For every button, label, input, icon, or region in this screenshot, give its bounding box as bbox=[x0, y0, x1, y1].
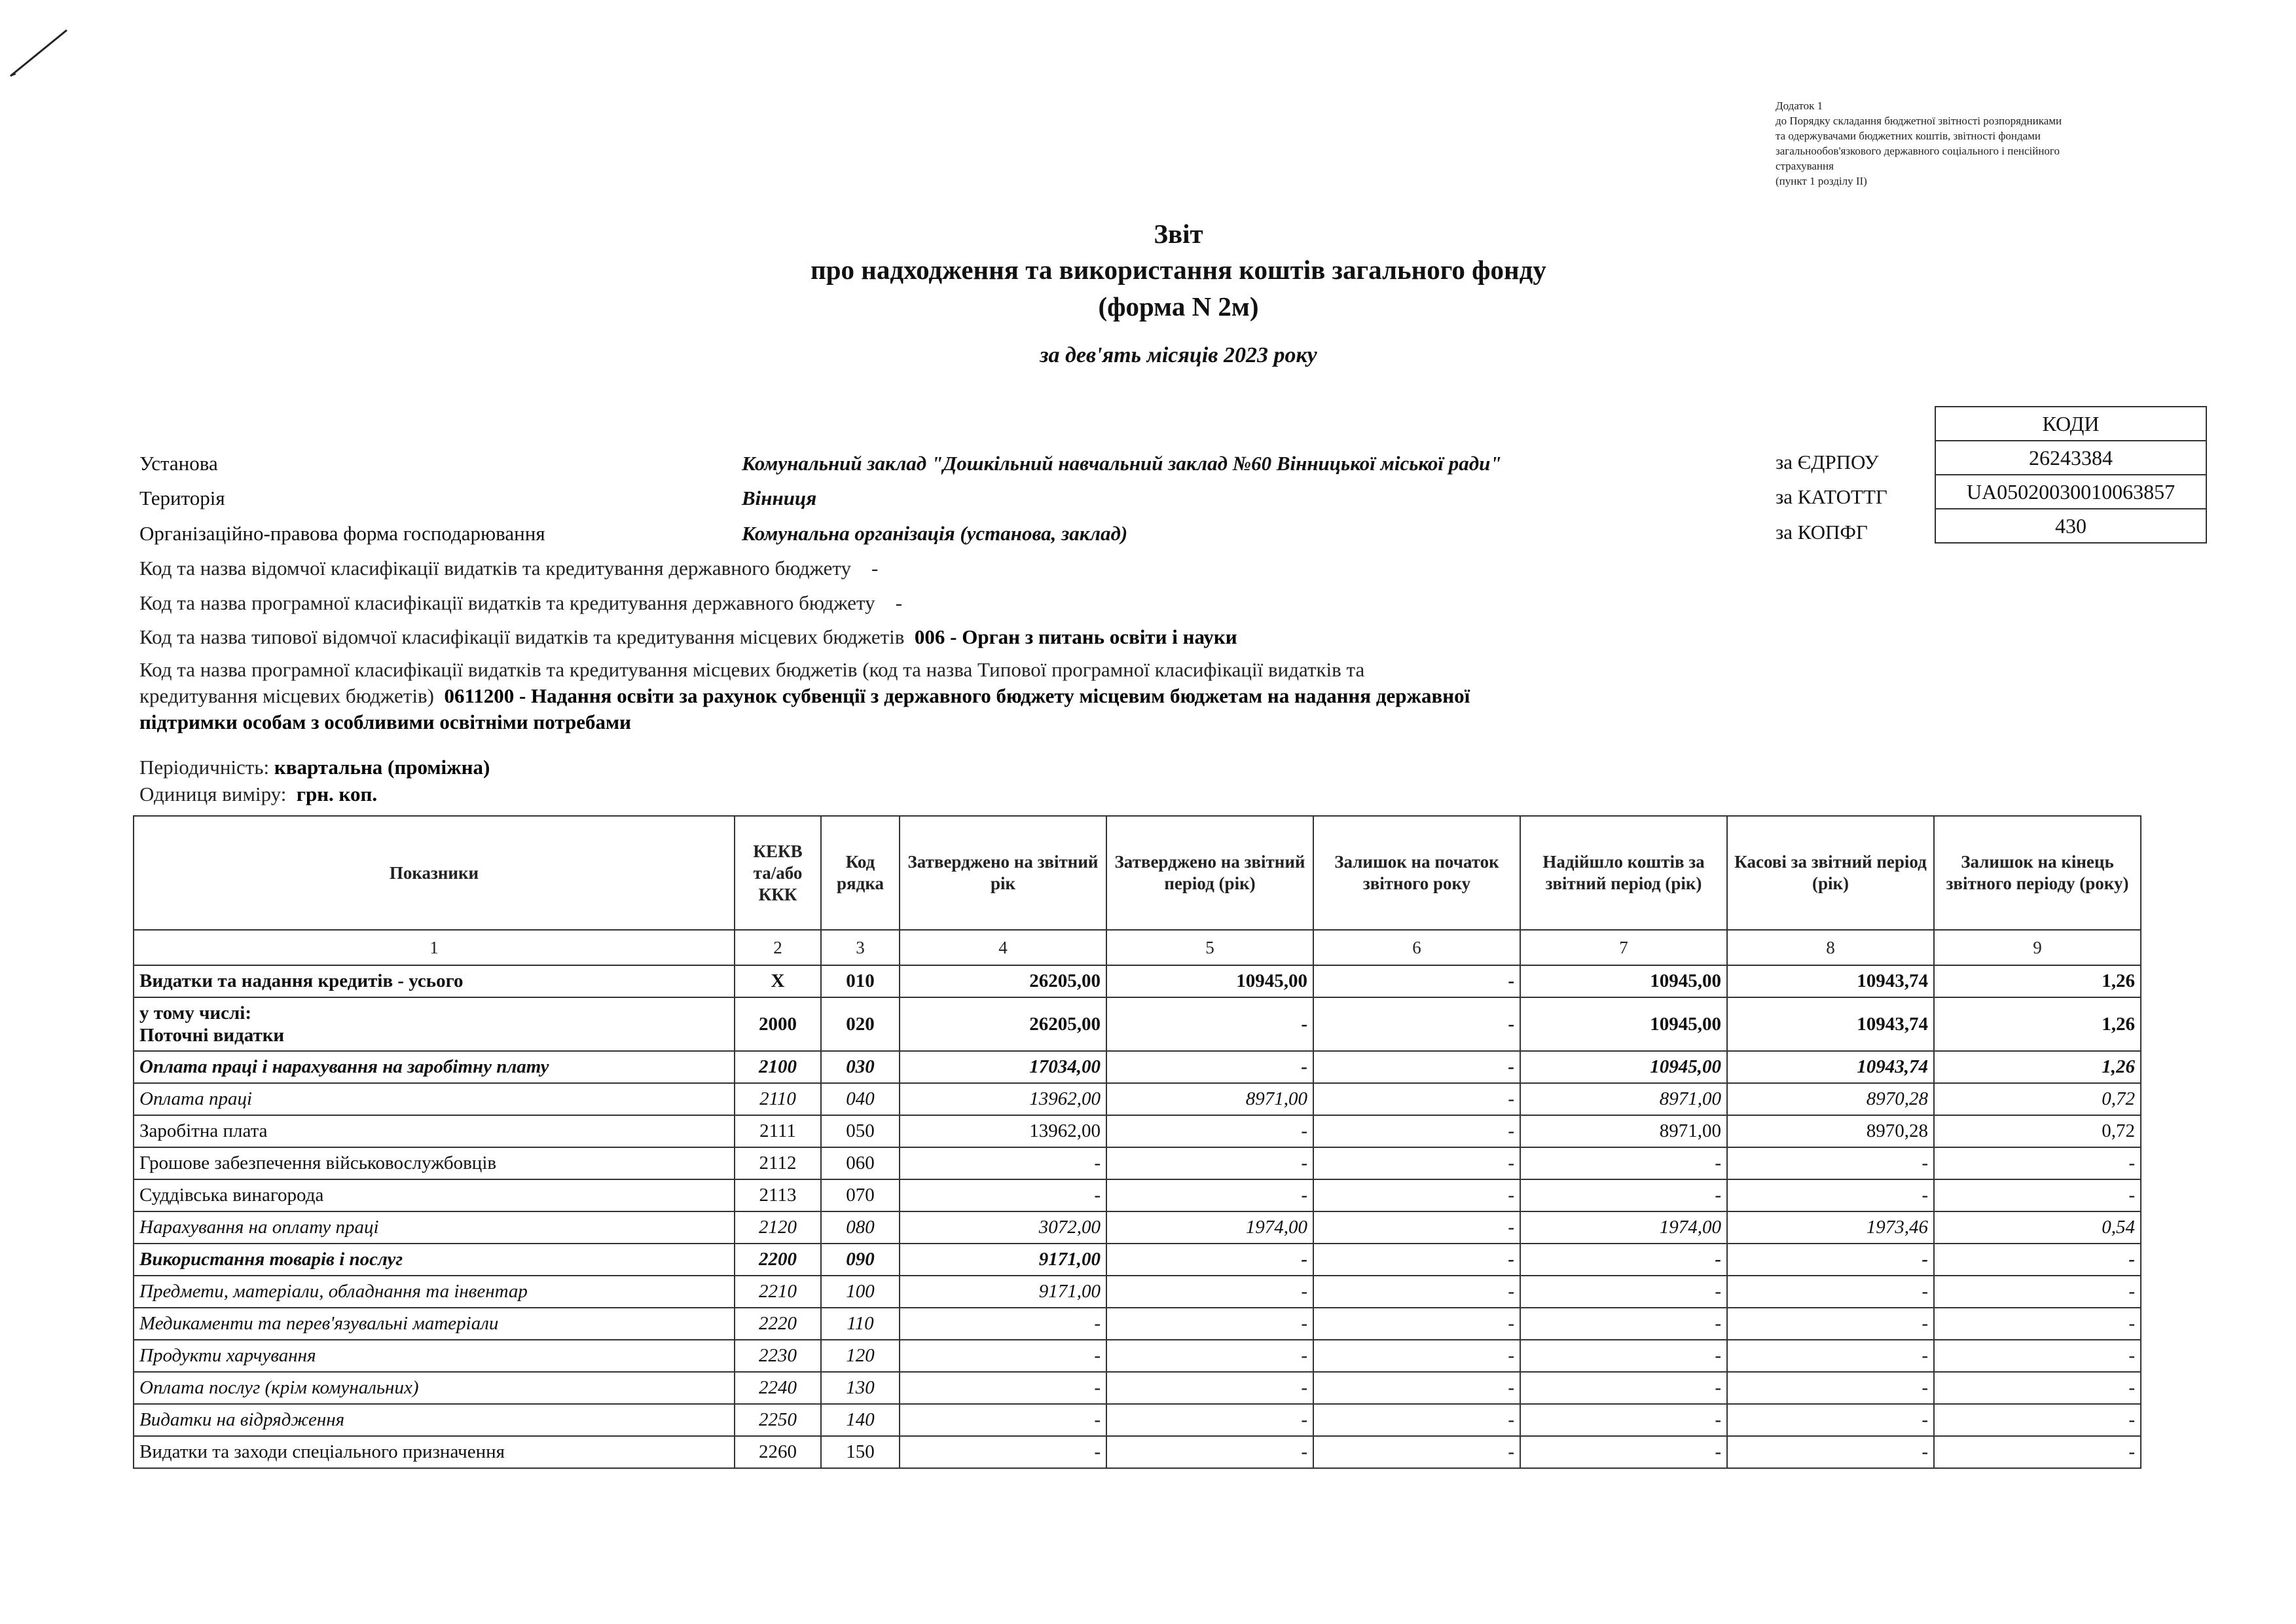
cash-cell: - bbox=[1727, 1244, 1934, 1276]
received-cell: 10945,00 bbox=[1520, 1051, 1727, 1083]
approved-period-cell: - bbox=[1106, 1436, 1313, 1468]
received-cell: - bbox=[1520, 1179, 1727, 1211]
row-label: Предмети, матеріали, обладнання та інвентар bbox=[134, 1276, 735, 1308]
cash-cell: 10943,74 bbox=[1727, 965, 1934, 997]
row-code-cell: 050 bbox=[821, 1115, 900, 1147]
received-cell: - bbox=[1520, 1276, 1727, 1308]
title-line: Звіт bbox=[1154, 219, 1203, 249]
dept-classification-value: - bbox=[871, 557, 879, 580]
prog-classification bbox=[139, 590, 1842, 616]
column-header: Касові за звітний період (рік) bbox=[1727, 816, 1934, 930]
appendix-line: страхування bbox=[1776, 160, 1834, 172]
kekv-cell: 2100 bbox=[735, 1051, 821, 1083]
balance-end-cell: - bbox=[1934, 1179, 2141, 1211]
received-cell: 10945,00 bbox=[1520, 997, 1727, 1051]
cash-cell: 8970,28 bbox=[1727, 1083, 1934, 1115]
table-header-row bbox=[134, 816, 2141, 930]
received-cell: 1974,00 bbox=[1520, 1211, 1727, 1244]
row-label-line: Поточні видатки bbox=[139, 1025, 285, 1046]
unit-label: Одиниця виміру: bbox=[139, 783, 287, 805]
received-cell: - bbox=[1520, 1244, 1727, 1276]
kekv-cell: 2111 bbox=[735, 1115, 821, 1147]
cash-cell: - bbox=[1727, 1276, 1934, 1308]
cash-cell: - bbox=[1727, 1404, 1934, 1436]
balance-end-cell: 0,72 bbox=[1934, 1083, 2141, 1115]
received-cell: - bbox=[1520, 1147, 1727, 1179]
balance-end-cell: - bbox=[1934, 1308, 2141, 1340]
unit-of-measure bbox=[139, 781, 377, 807]
balance-end-cell: - bbox=[1934, 1244, 2141, 1276]
cash-cell: - bbox=[1727, 1308, 1934, 1340]
edrpou-code: 26243384 bbox=[1935, 441, 2206, 475]
balance-end-cell: - bbox=[1934, 1147, 2141, 1179]
balance-start-cell: - bbox=[1313, 997, 1520, 1051]
cash-cell: - bbox=[1727, 1340, 1934, 1372]
territory-value: Вінниця bbox=[742, 487, 817, 509]
appendix-line: загальнообов'язкового державного соціального і пенсійного bbox=[1776, 145, 2060, 157]
appendix-line: до Порядку складання бюджетної звітності розпорядниками bbox=[1776, 115, 2062, 127]
row-label: Видатки на відрядження bbox=[134, 1404, 735, 1436]
kekv-cell: 2000 bbox=[735, 997, 821, 1051]
received-cell: - bbox=[1520, 1436, 1727, 1468]
received-cell: - bbox=[1520, 1404, 1727, 1436]
approved-period-cell: 1974,00 bbox=[1106, 1211, 1313, 1244]
row-code-cell: 030 bbox=[821, 1051, 900, 1083]
column-number: 7 bbox=[1520, 930, 1727, 965]
unit-value: грн. коп. bbox=[296, 783, 378, 805]
table-row bbox=[134, 1372, 2141, 1404]
column-header: Залишок на кінець звітного періоду (року) bbox=[1934, 816, 2141, 930]
approved-year-cell: - bbox=[900, 1436, 1106, 1468]
column-header: Показники bbox=[134, 816, 735, 930]
local-program-classification bbox=[139, 657, 1855, 735]
periodicity-value: квартальна (проміжна) bbox=[274, 756, 490, 779]
balance-end-cell: - bbox=[1934, 1404, 2141, 1436]
legal-form-label: Організаційно-правова форма господарювання bbox=[139, 522, 545, 545]
table-row bbox=[134, 1340, 2141, 1372]
row-label: Видатки та надання кредитів - усього bbox=[134, 965, 735, 997]
cash-cell: - bbox=[1727, 1147, 1934, 1179]
row-code-cell: 120 bbox=[821, 1340, 900, 1372]
approved-year-cell: 9171,00 bbox=[900, 1244, 1106, 1276]
balance-start-cell: - bbox=[1313, 1340, 1520, 1372]
balance-end-cell: 0,72 bbox=[1934, 1115, 2141, 1147]
balance-start-cell: - bbox=[1313, 1244, 1520, 1276]
kekv-cell: 2112 bbox=[735, 1147, 821, 1179]
received-cell: - bbox=[1520, 1308, 1727, 1340]
dept-classification-label: Код та назва відомчої класифікації видатків та кредитування державного бюджету bbox=[139, 557, 852, 580]
kekv-cell: 2260 bbox=[735, 1436, 821, 1468]
cash-cell: - bbox=[1727, 1436, 1934, 1468]
column-number-row bbox=[134, 930, 2141, 965]
column-header: Затверджено на звітний період (рік) bbox=[1106, 816, 1313, 930]
typical-classification bbox=[139, 624, 1907, 650]
row-code-cell: 040 bbox=[821, 1083, 900, 1115]
report-period: за дев'ять місяців 2023 року bbox=[1040, 343, 1317, 367]
row-code-cell: 060 bbox=[821, 1147, 900, 1179]
approved-year-cell: 26205,00 bbox=[900, 965, 1106, 997]
approved-year-cell: 26205,00 bbox=[900, 997, 1106, 1051]
row-label: Оплата послуг (крім комунальних) bbox=[134, 1372, 735, 1404]
balance-end-cell: 1,26 bbox=[1934, 997, 2141, 1051]
balance-start-cell: - bbox=[1313, 1083, 1520, 1115]
balance-end-cell: - bbox=[1934, 1372, 2141, 1404]
kekv-cell: 2120 bbox=[735, 1211, 821, 1244]
local-program-line bbox=[139, 683, 1855, 709]
approved-year-cell: - bbox=[900, 1179, 1106, 1211]
approved-period-cell: - bbox=[1106, 1147, 1313, 1179]
row-code-cell: 100 bbox=[821, 1276, 900, 1308]
balance-start-cell: - bbox=[1313, 1372, 1520, 1404]
katottg-label: за КАТОТТГ bbox=[1776, 485, 1887, 508]
balance-end-cell: 1,26 bbox=[1934, 1051, 2141, 1083]
appendix-line: та одержувачами бюджетних коштів, звітності фондами bbox=[1776, 130, 2041, 142]
local-program-value: 0611200 - Надання освіти за рахунок субвенції з державного бюджету місцевим бюджетам на надання державної bbox=[444, 684, 1470, 707]
typical-classification-label: Код та назва типової відомчої класифікації видатків та кредитування місцевих бюджетів bbox=[139, 625, 905, 648]
column-header: КЕКВ та/або ККК bbox=[735, 816, 821, 930]
approved-period-cell: - bbox=[1106, 1404, 1313, 1436]
column-header: Код рядка bbox=[821, 816, 900, 930]
table-row bbox=[134, 1051, 2141, 1083]
balance-start-cell: - bbox=[1313, 1179, 1520, 1211]
balance-end-cell: - bbox=[1934, 1276, 2141, 1308]
appendix-line: Додаток 1 bbox=[1776, 100, 1823, 112]
codes-header: КОДИ bbox=[1935, 407, 2206, 441]
received-cell: 10945,00 bbox=[1520, 965, 1727, 997]
approved-period-cell: - bbox=[1106, 1340, 1313, 1372]
kekv-cell: 2230 bbox=[735, 1340, 821, 1372]
received-cell: 8971,00 bbox=[1520, 1083, 1727, 1115]
row-code-cell: 150 bbox=[821, 1436, 900, 1468]
cash-cell: - bbox=[1727, 1372, 1934, 1404]
kekv-cell: 2113 bbox=[735, 1179, 821, 1211]
column-number: 8 bbox=[1727, 930, 1934, 965]
cash-cell: 8970,28 bbox=[1727, 1115, 1934, 1147]
table-row bbox=[134, 1404, 2141, 1436]
balance-end-cell: - bbox=[1934, 1436, 2141, 1468]
row-label: Нарахування на оплату праці bbox=[134, 1211, 735, 1244]
balance-start-cell: - bbox=[1313, 1211, 1520, 1244]
column-header: Залишок на початок звітного року bbox=[1313, 816, 1520, 930]
row-code-cell: 110 bbox=[821, 1308, 900, 1340]
approved-period-cell: - bbox=[1106, 1244, 1313, 1276]
approved-period-cell: - bbox=[1106, 1276, 1313, 1308]
title-line: про надходження та використання коштів загального фонду bbox=[811, 255, 1546, 285]
row-code-cell: 140 bbox=[821, 1404, 900, 1436]
row-label: Грошове забезпечення військовослужбовців bbox=[134, 1147, 735, 1179]
table-row bbox=[134, 1147, 2141, 1179]
local-program-line: Код та назва програмної класифікації видатків та кредитування місцевих бюджетів (код та назва Типової програмної класифікації видатків та bbox=[139, 658, 1365, 681]
row-label-line: у тому числі: bbox=[139, 1003, 251, 1024]
approved-year-cell: 9171,00 bbox=[900, 1276, 1106, 1308]
kekv-cell: 2210 bbox=[735, 1276, 821, 1308]
table-body bbox=[134, 965, 2141, 1468]
approved-period-cell: - bbox=[1106, 1308, 1313, 1340]
prog-classification-label: Код та назва програмної класифікації видатків та кредитування державного бюджету bbox=[139, 591, 875, 614]
approved-year-cell: - bbox=[900, 1147, 1106, 1179]
balance-start-cell: - bbox=[1313, 965, 1520, 997]
balance-end-cell: 1,26 bbox=[1934, 965, 2141, 997]
table-row bbox=[134, 1244, 2141, 1276]
approved-year-cell: 17034,00 bbox=[900, 1051, 1106, 1083]
territory-label: Територія bbox=[139, 487, 225, 509]
approved-year-cell: - bbox=[900, 1404, 1106, 1436]
table-row bbox=[134, 997, 2141, 1051]
column-number: 4 bbox=[900, 930, 1106, 965]
table-row bbox=[134, 1115, 2141, 1147]
row-label bbox=[134, 997, 735, 1051]
local-program-line bbox=[139, 709, 1855, 735]
table-row bbox=[134, 1179, 2141, 1211]
report-table bbox=[133, 815, 2141, 1469]
approved-year-cell: - bbox=[900, 1340, 1106, 1372]
appendix-line: (пункт 1 розділу II) bbox=[1776, 175, 1867, 187]
report-title bbox=[589, 216, 1768, 372]
row-label: Оплата праці і нарахування на заробітну плату bbox=[134, 1051, 735, 1083]
kekv-cell: 2240 bbox=[735, 1372, 821, 1404]
table-row bbox=[134, 1276, 2141, 1308]
approved-year-cell: - bbox=[900, 1308, 1106, 1340]
kekv-cell: 2200 bbox=[735, 1244, 821, 1276]
kekv-cell: 2250 bbox=[735, 1404, 821, 1436]
table-row bbox=[134, 1211, 2141, 1244]
typical-classification-value: 006 - Орган з питань освіти і науки bbox=[914, 625, 1237, 648]
row-label: Суддівська винагорода bbox=[134, 1179, 735, 1211]
edrpou-label: за ЄДРПОУ bbox=[1776, 451, 1879, 473]
kekv-cell: 2110 bbox=[735, 1083, 821, 1115]
balance-start-cell: - bbox=[1313, 1115, 1520, 1147]
kopfg-label: за КОПФГ bbox=[1776, 521, 1868, 544]
table-row bbox=[134, 965, 2141, 997]
kopfg-code: 430 bbox=[1935, 509, 2206, 543]
column-number: 2 bbox=[735, 930, 821, 965]
approved-period-cell: 8971,00 bbox=[1106, 1083, 1313, 1115]
row-code-cell: 070 bbox=[821, 1179, 900, 1211]
institution-value: Комунальний заклад "Дошкільний навчальний заклад №60 Вінницької міської ради" bbox=[742, 452, 1502, 475]
column-number: 9 bbox=[1934, 930, 2141, 965]
column-number: 3 bbox=[821, 930, 900, 965]
received-cell: - bbox=[1520, 1372, 1727, 1404]
column-number: 1 bbox=[134, 930, 735, 965]
balance-start-cell: - bbox=[1313, 1436, 1520, 1468]
balance-start-cell: - bbox=[1313, 1276, 1520, 1308]
codes-table bbox=[1935, 406, 2207, 544]
column-number: 6 bbox=[1313, 930, 1520, 965]
cash-cell: - bbox=[1727, 1179, 1934, 1211]
institution-label: Установа bbox=[139, 452, 218, 475]
approved-period-cell: - bbox=[1106, 1115, 1313, 1147]
dept-classification bbox=[139, 555, 1842, 581]
row-label: Медикаменти та перев'язувальні матеріали bbox=[134, 1308, 735, 1340]
cash-cell: 1973,46 bbox=[1727, 1211, 1934, 1244]
row-code-cell: 020 bbox=[821, 997, 900, 1051]
received-cell: 8971,00 bbox=[1520, 1115, 1727, 1147]
row-label: Продукти харчування bbox=[134, 1340, 735, 1372]
approved-period-cell: - bbox=[1106, 1051, 1313, 1083]
prog-classification-value: - bbox=[895, 591, 903, 614]
title-form: (форма N 2м) bbox=[1098, 291, 1259, 322]
approved-year-cell: - bbox=[900, 1372, 1106, 1404]
balance-start-cell: - bbox=[1313, 1051, 1520, 1083]
local-program-label: кредитування місцевих бюджетів) bbox=[139, 684, 434, 707]
appendix-note bbox=[1776, 98, 2195, 189]
katottg-code: UA05020030010063857 bbox=[1935, 475, 2206, 509]
balance-end-cell: 0,54 bbox=[1934, 1211, 2141, 1244]
approved-period-cell: 10945,00 bbox=[1106, 965, 1313, 997]
approved-period-cell: - bbox=[1106, 997, 1313, 1051]
balance-start-cell: - bbox=[1313, 1308, 1520, 1340]
row-code-cell: 130 bbox=[821, 1372, 900, 1404]
approved-period-cell: - bbox=[1106, 1179, 1313, 1211]
pen-stroke-mark bbox=[9, 26, 75, 79]
periodicity-label: Періодичність: bbox=[139, 756, 270, 779]
table-row bbox=[134, 1308, 2141, 1340]
approved-year-cell: 13962,00 bbox=[900, 1083, 1106, 1115]
periodicity bbox=[139, 754, 490, 781]
row-label: Видатки та заходи спеціального призначення bbox=[134, 1436, 735, 1468]
cash-cell: 10943,74 bbox=[1727, 1051, 1934, 1083]
local-program-value-cont: підтримки особам з особливими освітніми потребами bbox=[139, 710, 631, 733]
row-label: Використання товарів і послуг bbox=[134, 1244, 735, 1276]
row-code-cell: 010 bbox=[821, 965, 900, 997]
row-code-cell: 080 bbox=[821, 1211, 900, 1244]
balance-start-cell: - bbox=[1313, 1147, 1520, 1179]
table-row bbox=[134, 1436, 2141, 1468]
legal-form-value: Комунальна організація (установа, заклад) bbox=[742, 522, 1128, 545]
column-number: 5 bbox=[1106, 930, 1313, 965]
kekv-cell: X bbox=[735, 965, 821, 997]
approved-year-cell: 3072,00 bbox=[900, 1211, 1106, 1244]
row-label: Заробітна плата bbox=[134, 1115, 735, 1147]
kekv-cell: 2220 bbox=[735, 1308, 821, 1340]
received-cell: - bbox=[1520, 1340, 1727, 1372]
table-row bbox=[134, 1083, 2141, 1115]
column-header: Затверджено на звітний рік bbox=[900, 816, 1106, 930]
balance-end-cell: - bbox=[1934, 1340, 2141, 1372]
row-label: Оплата праці bbox=[134, 1083, 735, 1115]
column-header: Надійшло коштів за звітний період (рік) bbox=[1520, 816, 1727, 930]
approved-period-cell: - bbox=[1106, 1372, 1313, 1404]
row-code-cell: 090 bbox=[821, 1244, 900, 1276]
approved-year-cell: 13962,00 bbox=[900, 1115, 1106, 1147]
cash-cell: 10943,74 bbox=[1727, 997, 1934, 1051]
balance-start-cell: - bbox=[1313, 1404, 1520, 1436]
